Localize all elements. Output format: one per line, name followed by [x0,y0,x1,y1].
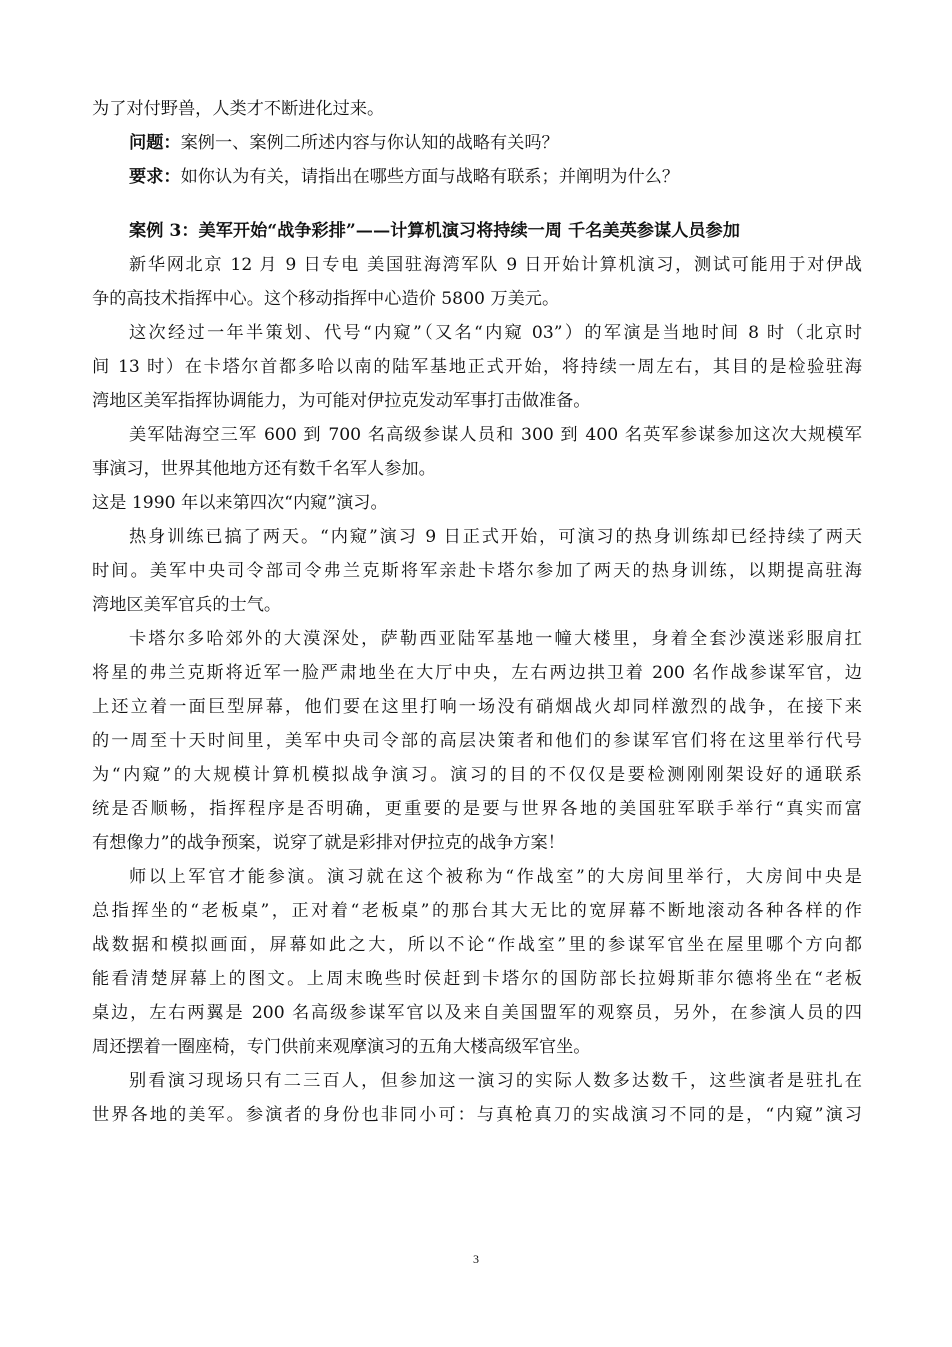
body-paragraph [92,860,862,1064]
paragraph-line: 时间。美军中央司令部司令弗兰克斯将军亲赴卡塔尔参加了两天的热身训练，以期提高驻海 [92,561,862,581]
body-paragraph [92,418,862,486]
paragraph-line: 事演习，世界其他地方还有数千名军人参加。 [92,459,436,479]
case3-body [92,248,862,1132]
question-label: 问题： [129,133,181,153]
paragraph-line: 总指挥坐的“老板桌”，正对着“老板桌”的那台其大无比的宽屏幕不断地滚动各种各样的作 [92,901,862,921]
requirement-line [92,160,862,194]
body-paragraph [92,622,862,860]
paragraph-line: 周还摆着一圈座椅，专门供前来观摩演习的五角大楼高级军官坐。 [92,1037,591,1057]
body-paragraph [92,486,862,520]
requirement-label: 要求： [129,167,181,187]
paragraph-line: 争的高技术指挥中心。这个移动指挥中心造价 5800 万美元。 [92,289,560,309]
paragraph-line: 湾地区美军官兵的士气。 [92,595,282,615]
paragraph-line: 统是否顺畅，指挥程序是否明确，更重要的是要与世界各地的美国驻军联手举行“真实而富 [92,799,862,819]
paragraph-line: 这是 1990 年以来第四次“内窥”演习。 [92,493,388,513]
body-paragraph [92,520,862,622]
paragraph-line: 新华网北京 12 月 9 日专电 美国驻海湾军队 9 日开始计算机演习，测试可能用于对伊战 [129,255,862,275]
body-paragraph [92,248,862,316]
paragraph-line: 能看清楚屏幕上的图文。上周末晚些时侯赶到卡塔尔的国防部长拉姆斯菲尔德将坐在“老板 [92,969,862,989]
paragraph-line: 间 13 时）在卡塔尔首都多哈以南的陆军基地正式开始，将持续一周左右，其目的是检验驻海 [92,357,862,377]
paragraph-line: 热身训练已搞了两天。“内窥”演习 9 日正式开始，可演习的热身训练却已经持续了两天 [129,527,862,547]
question-line [92,126,862,160]
body-paragraph [92,316,862,418]
paragraph-line: 卡塔尔多哈郊外的大漠深处，萨勒西亚陆军基地一幢大楼里，身着全套沙漠迷彩服肩扛 [129,629,862,649]
paragraph-line: 师以上军官才能参演。演习就在这个被称为“作战室”的大房间里举行，大房间中央是 [129,867,862,887]
case3-title: 案例 3：美军开始“战争彩排”——计算机演习将持续一周 千名美英参谋人员参加 [129,221,740,241]
question-text: 案例一、案例二所述内容与你认知的战略有关吗？ [180,133,559,153]
paragraph-line: 别看演习现场只有二三百人，但参加这一演习的实际人数多达数千，这些演者是驻扎在 [129,1071,862,1091]
requirement-text: 如你认为有关，请指出在哪些方面与战略有联系；并阐明为什么？ [180,167,680,187]
paragraph-line: 这次经过一年半策划、代号“内窥”（又名“内窥 03”）的军演是当地时间 8 时（北京时 [129,323,862,343]
paragraph-line: 世界各地的美军。参演者的身份也非同小可：与真枪真刀的实战演习不同的是，“内窥”演习 [92,1105,862,1125]
document-page [92,92,862,1132]
page-number: 3 [473,1252,479,1266]
paragraph-line: 桌边，左右两翼是 200 名高级参谋军官以及来自美国盟军的观察员，另外，在参演人员的四 [92,1003,862,1023]
paragraph-line: 为“内窥”的大规模计算机模拟战争演习。演习的目的不仅仅是要检测刚刚架设好的通联系 [92,765,862,785]
paragraph-line: 湾地区美军指挥协调能力，为可能对伊拉克发动军事打击做准备。 [92,391,591,411]
paragraph-line: 有想像力”的战争预案，说穿了就是彩排对伊拉克的战争方案！ [92,833,565,853]
section-gap [92,194,862,214]
paragraph-line: 美军陆海空三军 600 到 700 名高级参谋人员和 300 到 400 名英军参谋参加这次大规模军 [129,425,862,445]
paragraph-line: 战数据和模拟画面，屏幕如此之大，所以不论“作战室”里的参谋军官坐在屋里哪个方向都 [92,935,862,955]
paragraph-line: 的一周至十天时间里，美军中央司令部的高层决策者和他们的参谋军官们将在这里举行代号 [92,731,862,751]
intro-tail-line: 为了对付野兽，人类才不断进化过来。 [92,99,385,119]
paragraph-line: 上还立着一面巨型屏幕，他们要在这里打响一场没有硝烟战火却同样激烈的战争，在接下来 [92,697,862,717]
paragraph-line: 将星的弗兰克斯将近军一脸严肃地坐在大厅中央，左右两边拱卫着 200 名作战参谋军官，边 [92,663,862,683]
body-paragraph [92,1064,862,1132]
